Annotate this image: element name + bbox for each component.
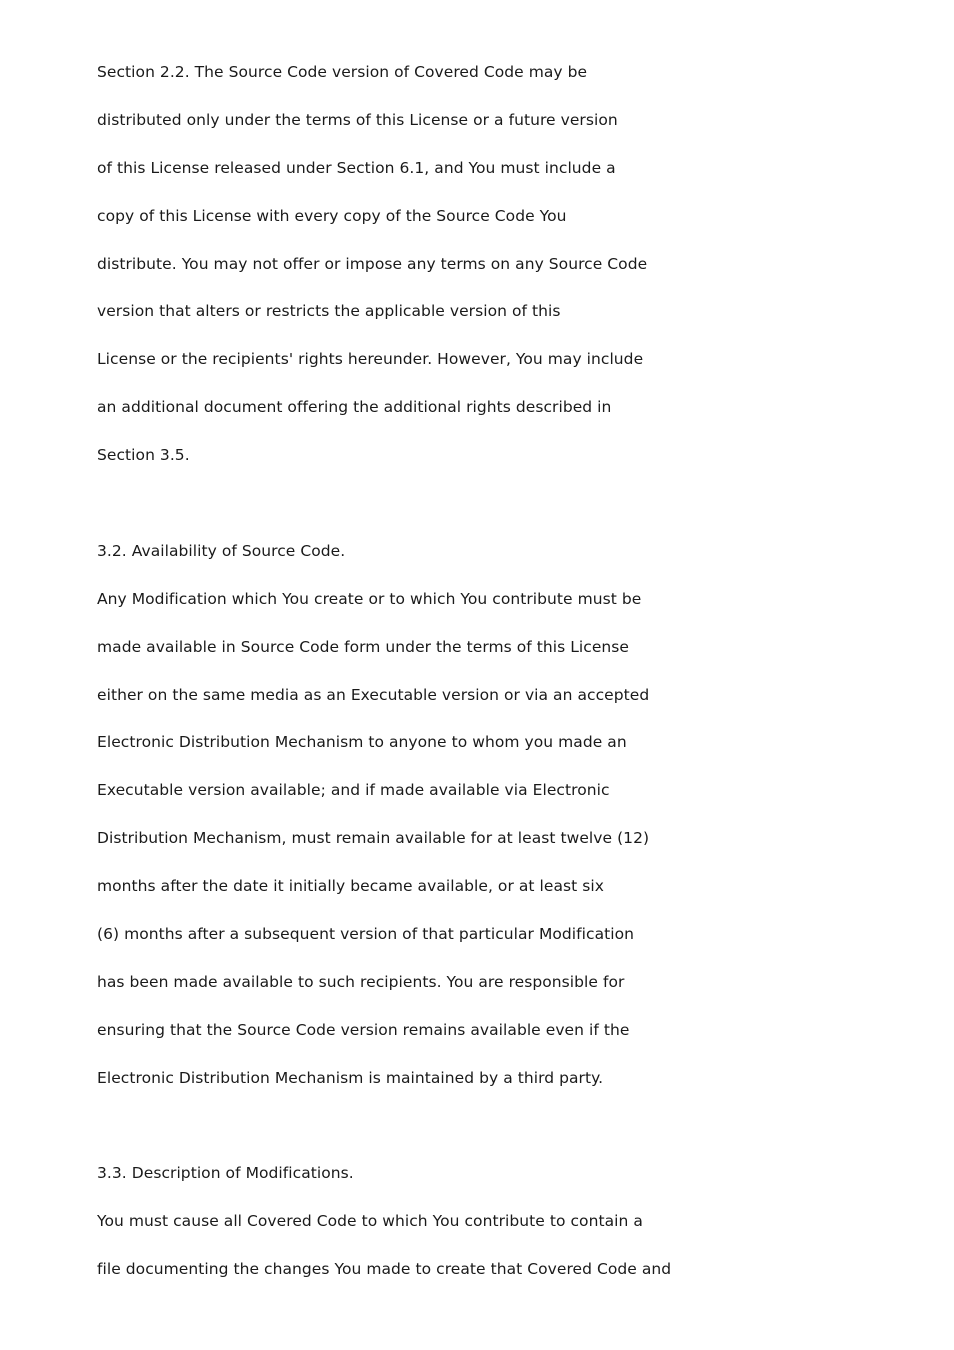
section-heading: 3.2. Availability of Source Code. — [97, 541, 346, 560]
text-line: Section 3.5. — [97, 446, 190, 465]
document-page — [97, 58, 917, 1303]
text-line: months after the date it initially became available, or at least six — [97, 877, 604, 896]
text-line: Distribution Mechanism, must remain available for at least twelve (12) — [97, 829, 650, 848]
text-line: an additional document offering the additional rights described in — [97, 398, 612, 417]
text-line: Section 2.2. The Source Code version of Covered Code may be — [97, 63, 588, 81]
paragraph-spacer — [97, 489, 917, 537]
section-3-3 — [97, 1159, 917, 1303]
paragraph-spacer — [97, 1112, 917, 1160]
text-line: file documenting the changes You made to create that Covered Code and — [97, 1260, 672, 1279]
paragraph-section-2-2-continued — [97, 58, 917, 489]
text-line: License or the recipients' rights hereunder. However, You may include — [97, 350, 644, 369]
text-line: Electronic Distribution Mechanism is maintained by a third party. — [97, 1068, 604, 1087]
text-line: Electronic Distribution Mechanism to anyone to whom you made an — [97, 733, 627, 752]
text-line: made available in Source Code form under the terms of this License — [97, 637, 629, 656]
text-line: (6) months after a subsequent version of that particular Modification — [97, 925, 635, 944]
text-line: You must cause all Covered Code to which You contribute to contain a — [97, 1212, 643, 1231]
text-line: has been made available to such recipients. You are responsible for — [97, 972, 625, 991]
text-line: Executable version available; and if made available via Electronic — [97, 781, 610, 800]
text-line: either on the same media as an Executable version or via an accepted — [97, 685, 650, 704]
text-line: of this License released under Section 6.1, and You must include a — [97, 158, 616, 177]
text-line: distributed only under the terms of this License or a future version — [97, 110, 618, 129]
section-heading: 3.3. Description of Modifications. — [97, 1164, 354, 1183]
text-line: version that alters or restricts the applicable version of this — [97, 302, 561, 321]
text-line: Any Modification which You create or to which You contribute must be — [97, 589, 642, 608]
text-line: ensuring that the Source Code version remains available even if the — [97, 1020, 630, 1039]
text-line: copy of this License with every copy of the Source Code You — [97, 206, 567, 225]
text-line: distribute. You may not offer or impose any terms on any Source Code — [97, 254, 648, 273]
section-3-2 — [97, 537, 917, 1112]
